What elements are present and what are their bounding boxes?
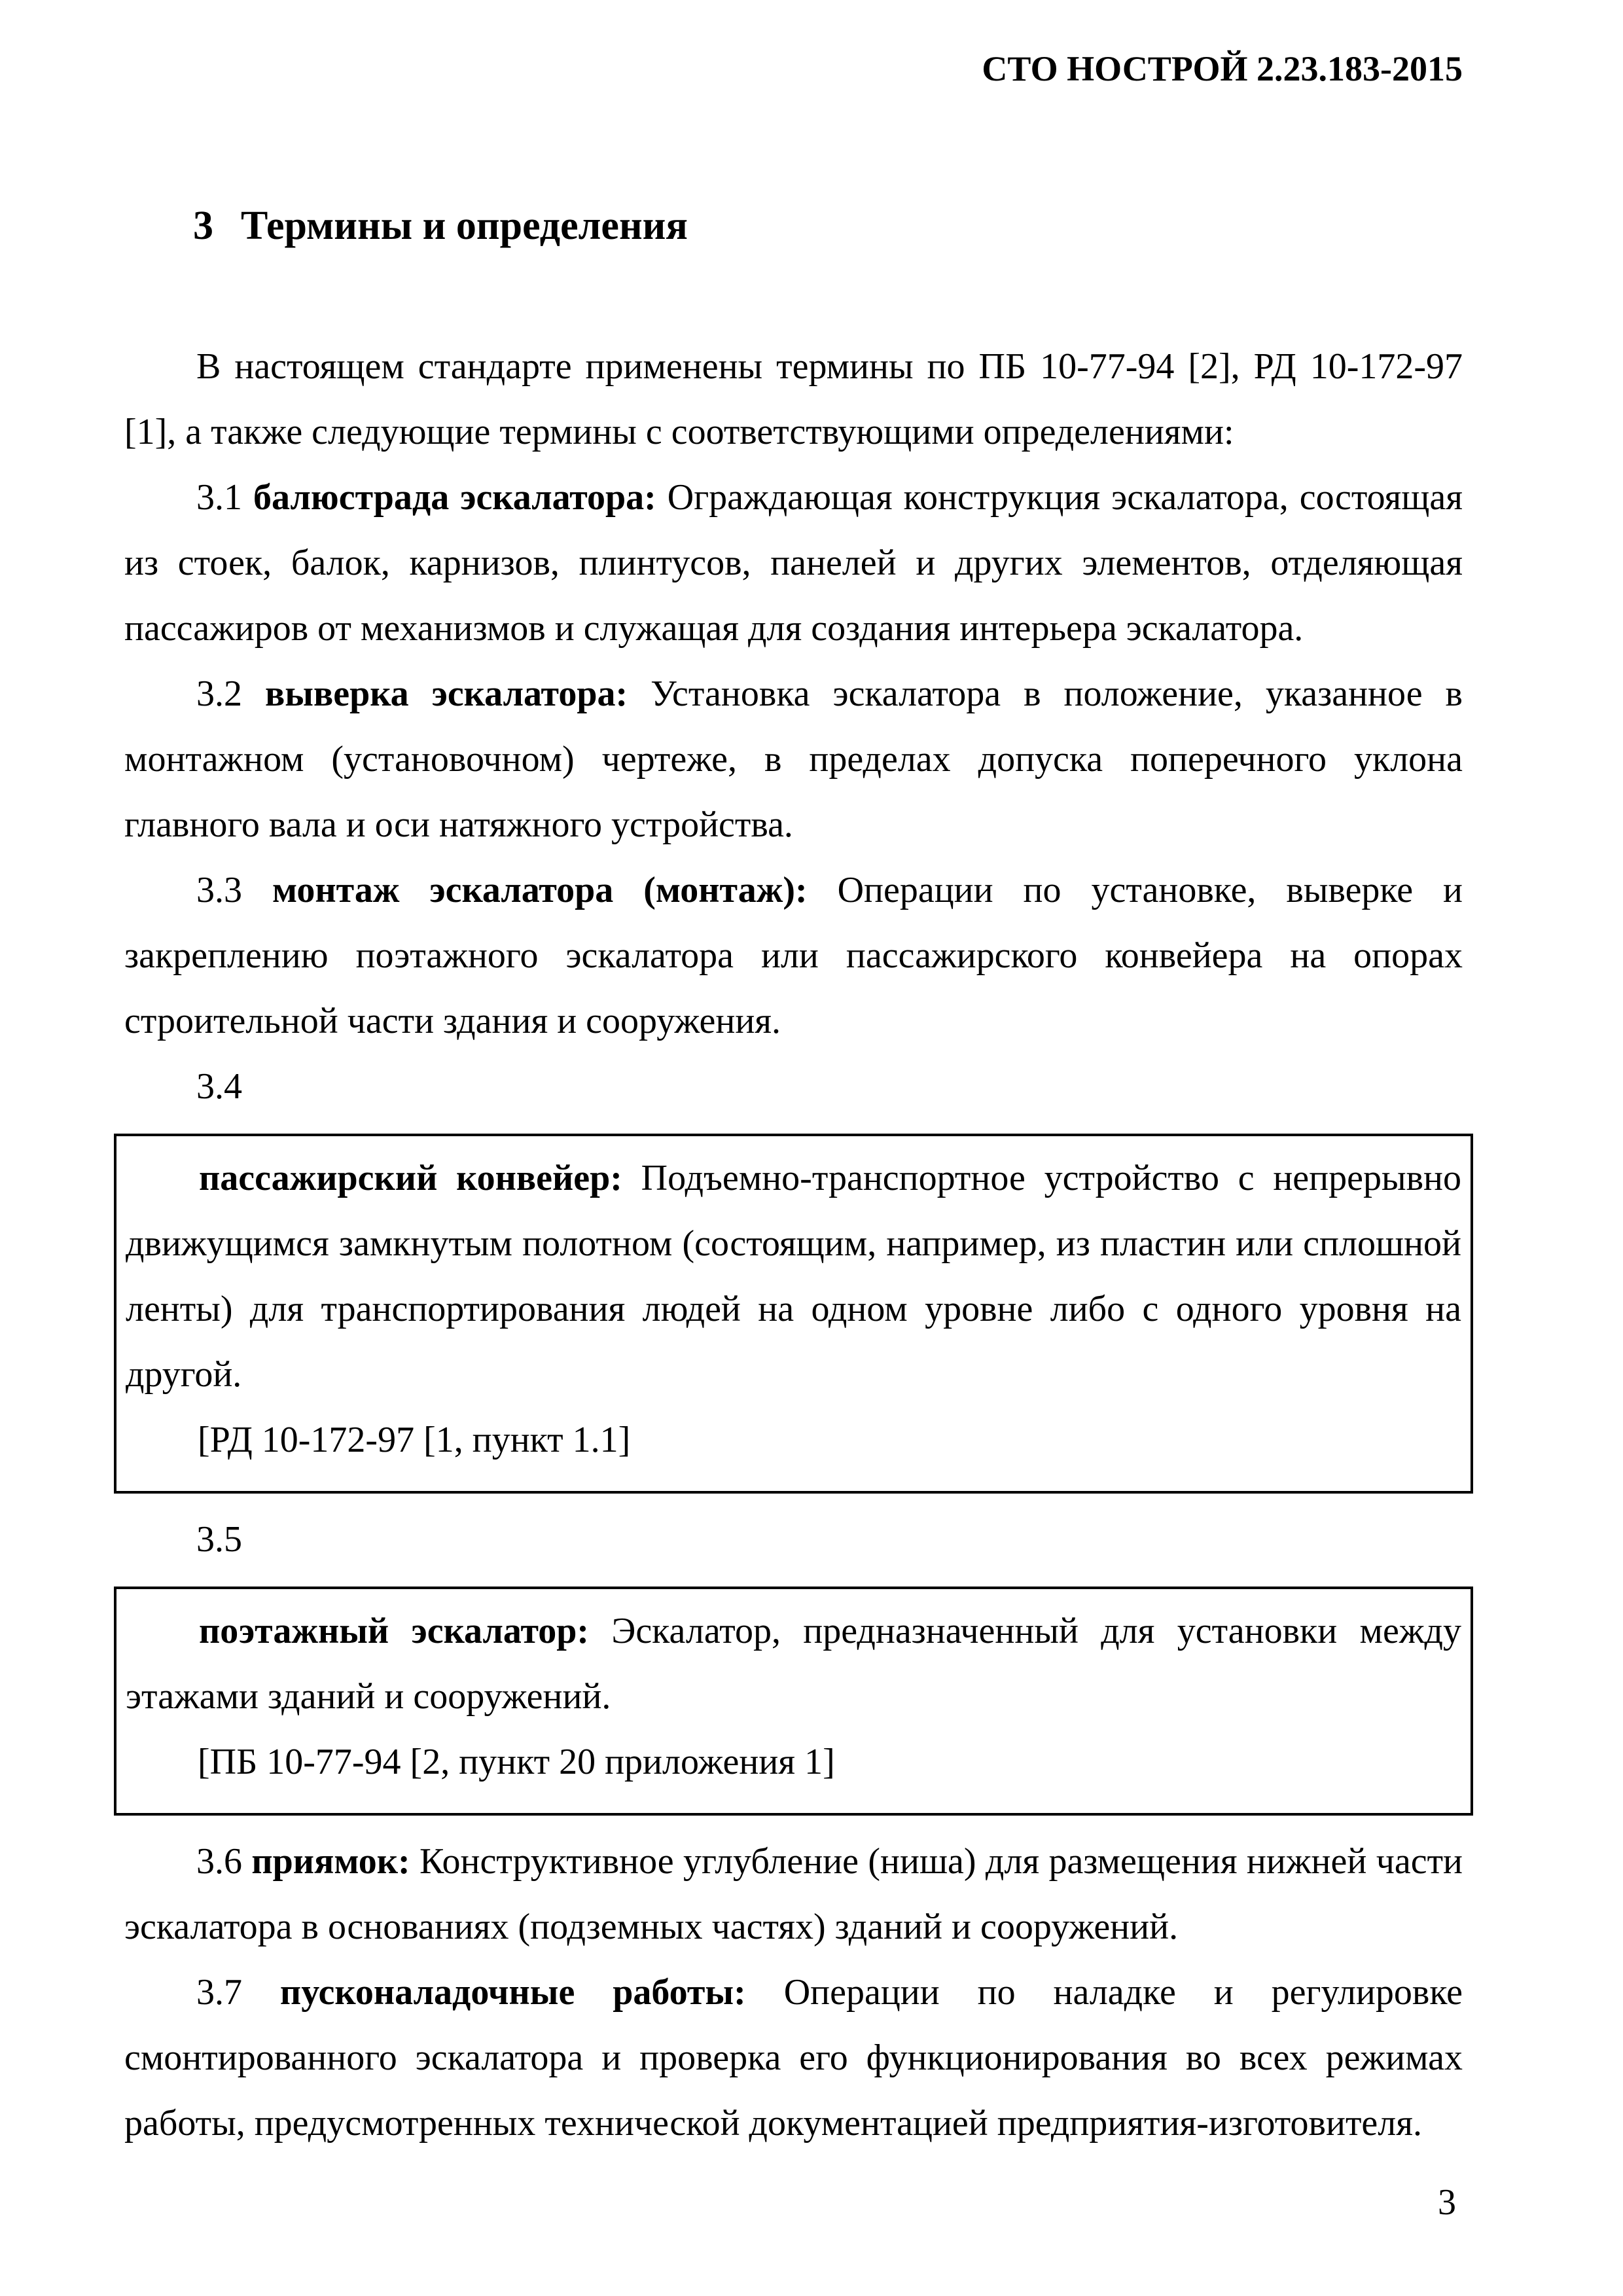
section-number: 3 [193, 204, 213, 248]
term-paragraph-3-1 [124, 465, 1463, 661]
term-number: 3.7 [196, 1972, 242, 2013]
term-name: пусконаладочные работы: [279, 1972, 746, 2013]
term-name: монтаж эскалатора (монтаж): [272, 870, 808, 910]
definition-reference: [ПБ 10-77-94 [2, пункт 20 приложения 1] [198, 1742, 835, 1782]
section-heading [193, 200, 1463, 252]
boxed-definition [126, 1598, 1461, 1729]
term-number-3-4: 3.4 [196, 1066, 242, 1107]
definition-reference: [РД 10-172-97 [1, пункт 1.1] [198, 1420, 631, 1460]
intro-text: В настоящем стандарте применены термины по ПБ 10-77-94 [2], РД 10-172-97 [1], а также следующие термины с соответствующими определениями: [124, 346, 1463, 452]
term-definition: Операции по установке, выверке и закреплению поэтажного эскалатора или пассажирского конвейера на опорах строительной части здания и сооружения. [124, 870, 1463, 1041]
term-paragraph-3-6 [124, 1829, 1463, 1960]
intro-paragraph [124, 334, 1463, 465]
term-definition: Конструктивное углубление (ниша) для размещения нижней части эскалатора в основаниях (подземных частях) зданий и сооружений. [124, 1841, 1463, 1947]
term-number: 3.6 [196, 1841, 242, 1882]
term-definition: Эскалатор, предназначенный для установки между этажами зданий и сооружений. [126, 1611, 1462, 1717]
document-header: СТО НОСТРОЙ 2.23.183-2015 [982, 49, 1463, 88]
term-number: 3.2 [196, 673, 242, 714]
section-title: Термины и определения [241, 204, 688, 248]
term-name: выверка эскалатора: [265, 673, 628, 714]
term-name: приямок: [251, 1841, 410, 1882]
term-definition: Установка эскалатора в положение, указанное в монтажном (установочном) чертеже, в пределах допуска поперечного уклона главного вала и оси натяжного устройства. [124, 673, 1463, 845]
definition-box-floor-escalator [114, 1587, 1473, 1816]
term-definition: Ограждающая конструкция эскалатора, состоящая из стоек, балок, карнизов, плинтусов, панелей и других элементов, отделяющая пассажиров от механизмов и служащая для создания интерьера эскалатора. [124, 477, 1463, 649]
term-paragraph-3-7 [124, 1960, 1463, 2156]
boxed-definition [126, 1145, 1461, 1407]
term-definition: Операции по наладке и регулировке смонтированного эскалатора и проверка его функционирования во всех режимах работы, предусмотренных технической документацией предприятия-изготовителя. [124, 1972, 1463, 2144]
term-number: 3.1 [196, 477, 242, 518]
term-definition: Подъемно-транспортное устройство с непрерывно движущимся замкнутым полотном (состоящим, например, из пластин или сплошной ленты) для транспортирования людей на одном уровне либо с одного уровня на другой. [126, 1158, 1462, 1395]
term-number-3-5: 3.5 [196, 1519, 242, 1560]
term-name: поэтажный эскалатор: [199, 1611, 590, 1651]
definition-box-passenger-conveyor [114, 1134, 1473, 1494]
term-name: балюстрада эскалатора: [253, 477, 656, 518]
term-name: пассажирский конвейер: [199, 1158, 622, 1198]
page-number: 3 [1438, 2182, 1456, 2223]
term-paragraph-3-3 [124, 857, 1463, 1054]
term-paragraph-3-2 [124, 661, 1463, 857]
term-number: 3.3 [196, 870, 242, 910]
